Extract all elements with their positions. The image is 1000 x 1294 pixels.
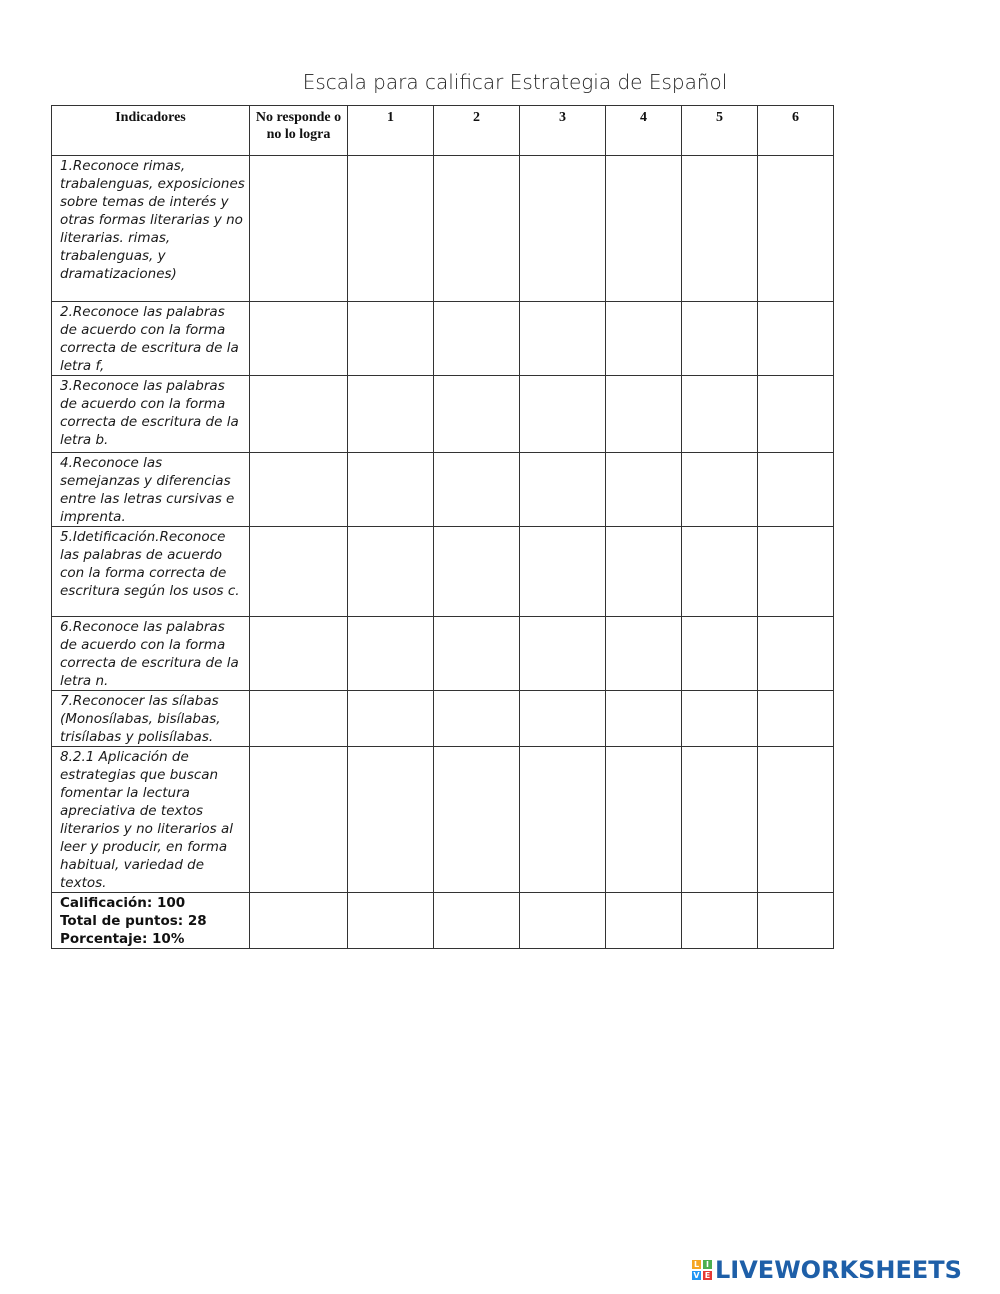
cell-score-1[interactable]: [348, 893, 434, 949]
cell-no-responde[interactable]: [250, 691, 348, 747]
cell-score-3[interactable]: [520, 156, 606, 302]
cell-score-1[interactable]: [348, 527, 434, 617]
table-row: [52, 453, 834, 527]
table-row: [52, 691, 834, 747]
cell-score-1[interactable]: [348, 302, 434, 376]
logo-letter: I: [703, 1260, 712, 1269]
header-row: [52, 106, 834, 156]
cell-no-responde[interactable]: [250, 527, 348, 617]
cell-score-6[interactable]: [758, 893, 834, 949]
table-row: [52, 376, 834, 453]
indicator-1: 1.Reconoce rimas, trabalenguas, exposiciones sobre temas de interés y otras formas literarias y no literarias. rimas, trabalenguas, y dramatizaciones): [52, 156, 250, 302]
cell-score-1[interactable]: [348, 156, 434, 302]
cell-score-1[interactable]: [348, 453, 434, 527]
summary-cell: [52, 893, 250, 949]
cell-score-4[interactable]: [606, 617, 682, 691]
brand-text: LIVEWORKSHEETS: [715, 1256, 962, 1284]
cell-score-3[interactable]: [520, 691, 606, 747]
header-score-3: 3: [520, 106, 606, 156]
cell-score-4[interactable]: [606, 527, 682, 617]
indicator-8: 8.2.1 Aplicación de estrategias que buscan fomentar la lectura apreciativa de textos literarios y no literarios al leer y producir, en forma habitual, variedad de textos.: [52, 747, 250, 893]
liveworksheets-logo-icon: [692, 1260, 712, 1280]
cell-score-2[interactable]: [434, 376, 520, 453]
cell-score-1[interactable]: [348, 617, 434, 691]
table-row: [52, 302, 834, 376]
cell-score-5[interactable]: [682, 376, 758, 453]
cell-no-responde[interactable]: [250, 376, 348, 453]
cell-no-responde[interactable]: [250, 617, 348, 691]
table-row: [52, 527, 834, 617]
liveworksheets-brand[interactable]: [692, 1256, 962, 1284]
cell-score-1[interactable]: [348, 691, 434, 747]
cell-score-6[interactable]: [758, 691, 834, 747]
cell-score-2[interactable]: [434, 617, 520, 691]
cell-score-4[interactable]: [606, 453, 682, 527]
logo-letter: E: [704, 1271, 711, 1280]
cell-no-responde[interactable]: [250, 302, 348, 376]
header-score-4: 4: [606, 106, 682, 156]
cell-score-3[interactable]: [520, 453, 606, 527]
cell-score-3[interactable]: [520, 747, 606, 893]
cell-score-2[interactable]: [434, 453, 520, 527]
cell-score-4[interactable]: [606, 893, 682, 949]
cell-score-6[interactable]: [758, 302, 834, 376]
cell-score-6[interactable]: [758, 527, 834, 617]
total-puntos-label: Total de puntos: 28: [60, 913, 207, 929]
indicator-4: 4.Reconoce las semejanzas y diferencias entre las letras cursivas e imprenta.: [52, 453, 250, 527]
cell-score-5[interactable]: [682, 691, 758, 747]
cell-score-4[interactable]: [606, 156, 682, 302]
header-score-5: 5: [682, 106, 758, 156]
cell-score-6[interactable]: [758, 617, 834, 691]
summary-row: [52, 893, 834, 949]
cell-no-responde[interactable]: [250, 453, 348, 527]
cell-score-3[interactable]: [520, 376, 606, 453]
cell-score-5[interactable]: [682, 747, 758, 893]
cell-score-2[interactable]: [434, 747, 520, 893]
cell-score-5[interactable]: [682, 156, 758, 302]
cell-score-2[interactable]: [434, 302, 520, 376]
cell-score-5[interactable]: [682, 893, 758, 949]
header-indicadores: Indicadores: [52, 106, 250, 156]
table-row: [52, 156, 834, 302]
page-title: Escala para calificar Estrategia de Español: [302, 70, 728, 94]
cell-score-3[interactable]: [520, 527, 606, 617]
table-row: [52, 747, 834, 893]
rubric-table: [51, 105, 834, 949]
cell-score-1[interactable]: [348, 376, 434, 453]
cell-score-3[interactable]: [520, 617, 606, 691]
porcentaje-label: Porcentaje: 10%: [60, 931, 185, 947]
cell-score-4[interactable]: [606, 302, 682, 376]
calificacion-label: Calificación: 100: [60, 895, 186, 911]
indicator-6: 6.Reconoce las palabras de acuerdo con la forma correcta de escritura de la letra n.: [52, 617, 250, 691]
cell-score-5[interactable]: [682, 527, 758, 617]
cell-score-6[interactable]: [758, 156, 834, 302]
header-no-responde: No responde o no lo logra: [250, 106, 348, 156]
cell-score-2[interactable]: [434, 156, 520, 302]
cell-score-3[interactable]: [520, 302, 606, 376]
cell-score-2[interactable]: [434, 691, 520, 747]
cell-score-6[interactable]: [758, 747, 834, 893]
header-score-6: 6: [758, 106, 834, 156]
cell-score-4[interactable]: [606, 691, 682, 747]
indicator-3: 3.Reconoce las palabras de acuerdo con la forma correcta de escritura de la letra b.: [52, 376, 250, 453]
cell-score-2[interactable]: [434, 527, 520, 617]
cell-score-5[interactable]: [682, 302, 758, 376]
header-score-2: 2: [434, 106, 520, 156]
cell-score-3[interactable]: [520, 893, 606, 949]
cell-no-responde[interactable]: [250, 893, 348, 949]
cell-score-4[interactable]: [606, 747, 682, 893]
header-score-1: 1: [348, 106, 434, 156]
logo-letter: L: [693, 1260, 700, 1269]
cell-score-5[interactable]: [682, 453, 758, 527]
cell-score-5[interactable]: [682, 617, 758, 691]
cell-score-4[interactable]: [606, 376, 682, 453]
table-row: [52, 617, 834, 691]
indicator-7: 7.Reconocer las sílabas (Monosílabas, bisílabas, trisílabas y polisílabas.: [52, 691, 250, 747]
cell-no-responde[interactable]: [250, 156, 348, 302]
cell-score-1[interactable]: [348, 747, 434, 893]
cell-score-2[interactable]: [434, 893, 520, 949]
cell-no-responde[interactable]: [250, 747, 348, 893]
indicator-5: 5.Idetificación.Reconoce las palabras de acuerdo con la forma correcta de escritura según los usos c.: [52, 527, 250, 617]
cell-score-6[interactable]: [758, 453, 834, 527]
cell-score-6[interactable]: [758, 376, 834, 453]
indicator-2: 2.Reconoce las palabras de acuerdo con la forma correcta de escritura de la letra f,: [52, 302, 250, 376]
logo-letter: V: [693, 1271, 700, 1280]
